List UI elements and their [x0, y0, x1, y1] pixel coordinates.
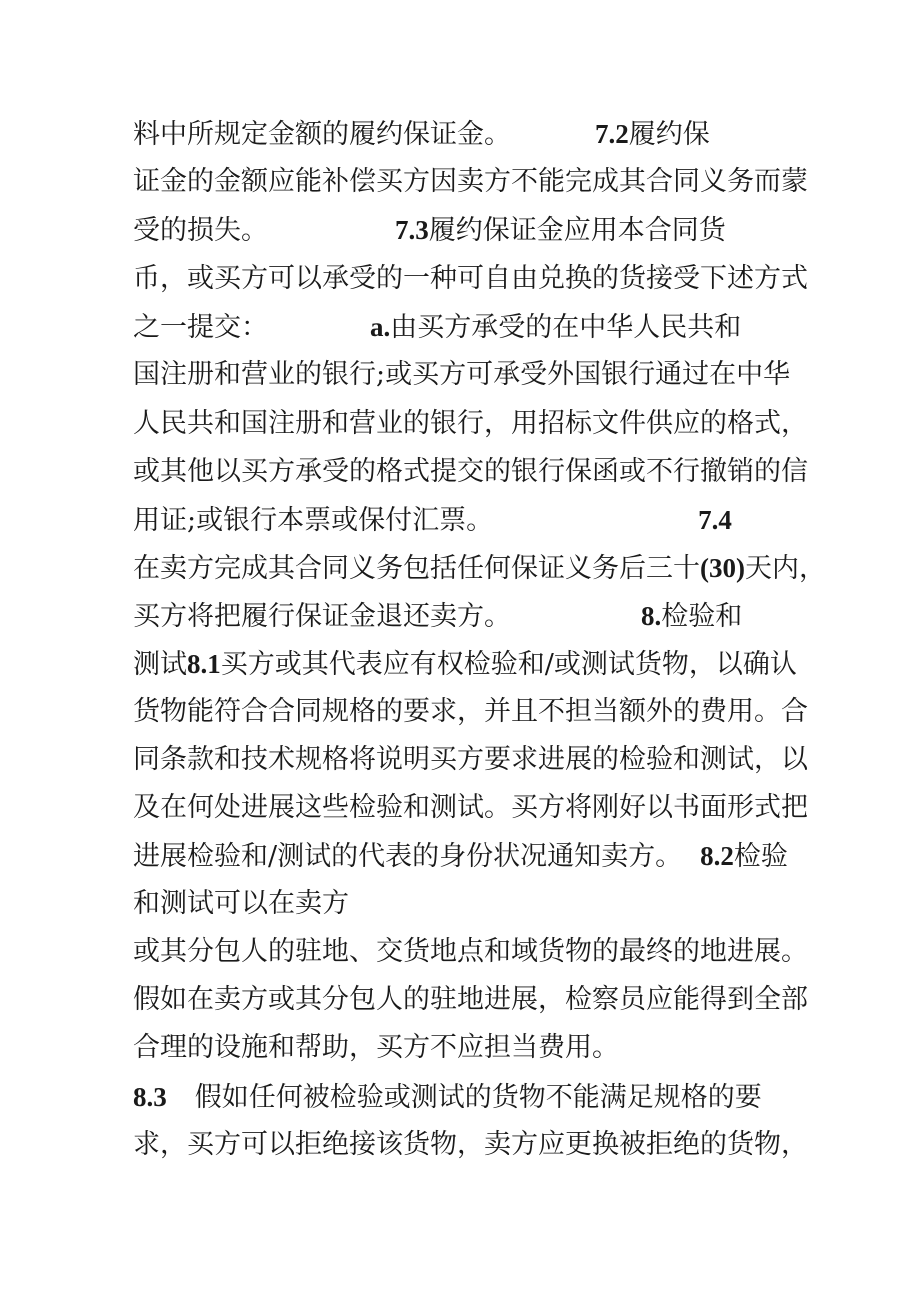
text-line: 币，或买方可以承受的一种可自由兑换的货接受下述方式 [133, 263, 808, 294]
text-line: 8.3 假如任何被检验或测试的货物不能满足规格的要 [133, 1082, 762, 1113]
text-line: 用证;或银行本票或保付汇票。 7.4 [133, 505, 732, 536]
text-line: 料中所规定金额的履约保证金。 7.2履约保 [133, 119, 710, 150]
text-line: 证金的金额应能补偿买方因卖方不能完成其合同义务而蒙 [133, 166, 808, 197]
text-line: 之一提交： a.由买方承受的在中华人民共和 [133, 312, 742, 343]
text-line: 同条款和技术规格将说明买方要求进展的检验和测试，以 [133, 744, 808, 775]
text-line: 合理的设施和帮助，买方不应担当费用。 [133, 1032, 619, 1063]
text-line: 或其分包人的驻地、交货地点和域货物的最终的地进展。 [133, 936, 808, 967]
text-line: 测试8.1买方或其代表应有权检验和/或测试货物，以确认 [133, 649, 797, 680]
text-line: 国注册和营业的银行;或买方可承受外国银行通过在中华 [133, 359, 791, 390]
text-line: 及在何处进展这些检验和测试。买方将刚好以书面形式把 [133, 792, 808, 823]
text-line: 求，买方可以拒绝接该货物，卖方应更换被拒绝的货物， [133, 1129, 808, 1160]
text-line: 在卖方完成其合同义务包括任何保证义务后三十(30)天内， [133, 553, 826, 584]
text-line: 和测试可以在卖方 [133, 888, 349, 919]
text-line: 假如在卖方或其分包人的驻地进展，检察员应能得到全部 [133, 984, 808, 1015]
text-line: 买方将把履行保证金退还卖方。 8.检验和 [133, 601, 743, 632]
text-line: 或其他以买方承受的格式提交的银行保函或不行撤销的信 [133, 456, 808, 487]
text-line: 进展检验和/测试的代表的身份状况通知卖方。 8.2检验 [133, 841, 788, 872]
text-line: 人民共和国注册和营业的银行，用招标文件供应的格式， [133, 408, 808, 439]
text-line: 受的损失。 7.3履约保证金应用本合同货 [133, 215, 726, 246]
text-line: 货物能符合合同规格的要求，并且不担当额外的费用。合 [133, 696, 808, 727]
